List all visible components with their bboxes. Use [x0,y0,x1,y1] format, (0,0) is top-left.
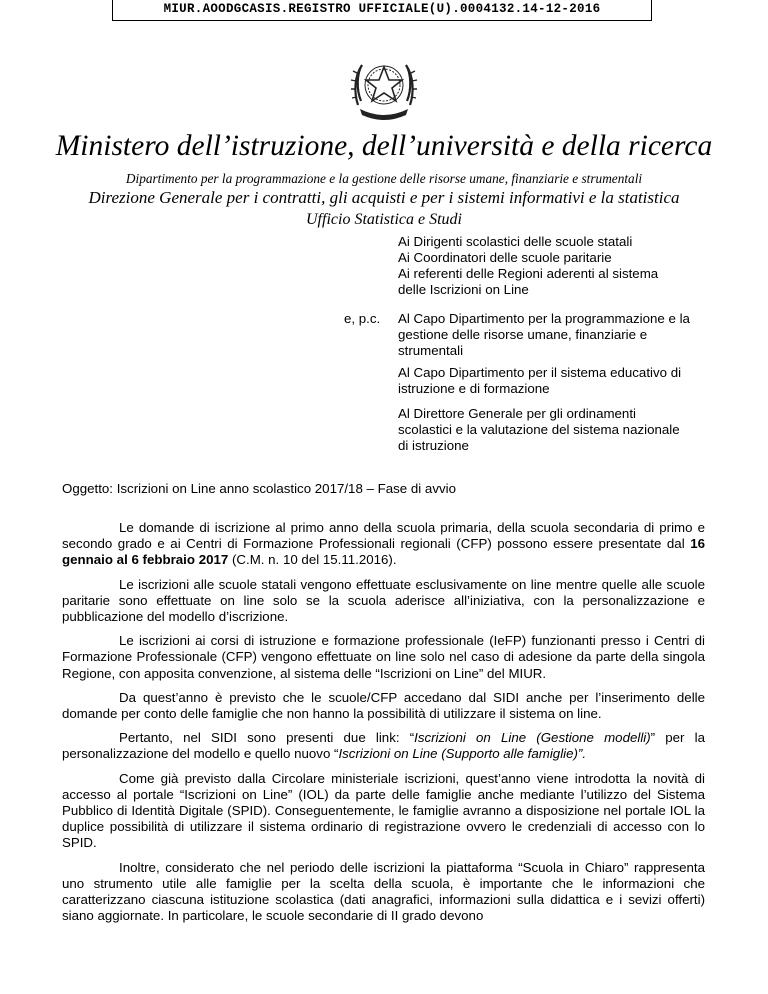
italian-republic-emblem [344,49,424,125]
paragraph-text: Pertanto, nel SIDI sono presenti due link: “ [119,730,415,746]
paragraph: Inoltre, considerato che nel periodo delle iscrizioni la piattaforma “Scuola in Chiaro” rappresenta uno strumento utile alle famiglie per la scelta della scuola, è importante che le informazioni che caratterizzano ciascuna istituzione scolastica (dati anagrafici, informazioni sulla didattica e i sevizi offerti) siano aggiornate. In particolare, le scuole secondarie di II grado devono [62,859,705,924]
ministry-name: Ministero dell’istruzione, dell’università e della ricerca [55,130,713,162]
paragraph: Come già previsto dalla Circolare ministeriale iscrizioni, quest’anno viene introdotta la novità di accesso al portale “Iscrizioni on Line” (IOL) da parte delle famiglie anche mediante l’utilizzo del Sistema Pubblico di Identità Digitale (SPID). Conseguentemente, le famiglie avranno a disposizione nel portale IOL la duplice possibilità di utilizzare il sistema ordinario di registrazione ovvero le credenziali di accesso con lo SPID. [62,770,705,851]
recipient-line: istruzione e di formazione [398,381,550,396]
recipient-line: Al Capo Dipartimento per il sistema educativo di [398,365,682,380]
paragraph: Le iscrizioni alle scuole statali vengono effettuate esclusivamente on line mentre quelle alle scuole paritarie sono effettuate on line solo se la scuola aderisce all’iniziativa, con la personalizzazione e pubblicazione del modello d’iscrizione. [62,576,705,625]
recipient-line: gestione delle risorse umane, finanziarie e [398,327,648,342]
recipient-line: scolastici e la valutazione del sistema nazionale [398,422,680,437]
paragraph-text: Le domande di iscrizione al primo anno della scuola primaria, della scuola secondaria di primo e secondo grado e ai Centri di Formazione Professionali regionali (CFP) possono essere presentate dal [62,520,705,552]
recipient-line: delle Iscrizioni on Line [398,282,529,297]
recipient-line: Ai Coordinatori delle scuole paritarie [398,250,612,265]
deadline-dates: 16 gennaio al 6 febbraio 2017 [62,536,705,568]
cc-prefix: e, p.c. [344,311,381,326]
paragraph-text: ” per la personalizzazione del modello e quello nuovo “ [62,730,706,762]
paragraph: Da quest’anno è previsto che le scuole/CFP accedano dal SIDI anche per l’inserimento delle domande per conto delle famiglie che non hanno la possibilità di utilizzare il sistema on line. [62,689,705,722]
protocol-stamp: MIUR.AOODGCASIS.REGISTRO UFFICIALE(U).0004132.14-12-2016 [112,0,652,21]
sidi-link-name: Iscrizioni on Line (Gestione modelli) [414,730,651,746]
paragraph [62,520,705,569]
department-name: Dipartimento per la programmazione e la gestione delle risorse umane, finanziarie e strumentali [125,171,643,186]
subject-line: Oggetto: Iscrizioni on Line anno scolastico 2017/18 – Fase di avvio [62,481,456,496]
recipient-line: di istruzione [398,438,469,453]
letter-body [62,520,705,924]
directorate-name: Direzione Generale per i contratti, gli acquisti e per i sistemi informativi e la statistica [88,188,680,207]
recipient-line: Al Direttore Generale per gli ordinamenti [398,406,636,421]
cc-recipient-2 [398,365,681,397]
paragraph: Le iscrizioni ai corsi di istruzione e formazione professionale (IeFP) funzionanti presso i Centri di Formazione Professionale (CFP) vengono effettuate on line solo nel caso di adesione da parte della singola Regione, con apposita convenzione, al sistema delle “Iscrizioni on Line” del MIUR. [62,633,705,681]
paragraph [62,730,705,762]
office-name: Ufficio Statistica e Studi [306,211,462,228]
recipient-line: strumentali [398,343,464,358]
paragraph-text: (C.M. n. 10 del 15.11.2016). [228,552,397,568]
recipient-line: Ai Dirigenti scolastici delle scuole statali [398,234,633,249]
recipient-line: Al Capo Dipartimento per la programmazione e la [398,311,690,326]
recipients-block [398,234,658,298]
recipient-line: Ai referenti delle Regioni aderenti al sistema [398,266,659,281]
cc-recipient-1 [398,311,690,359]
cc-recipient-3 [398,406,680,454]
sidi-link-name: Iscrizioni on Line (Supporto alle famiglie)”. [338,746,587,762]
